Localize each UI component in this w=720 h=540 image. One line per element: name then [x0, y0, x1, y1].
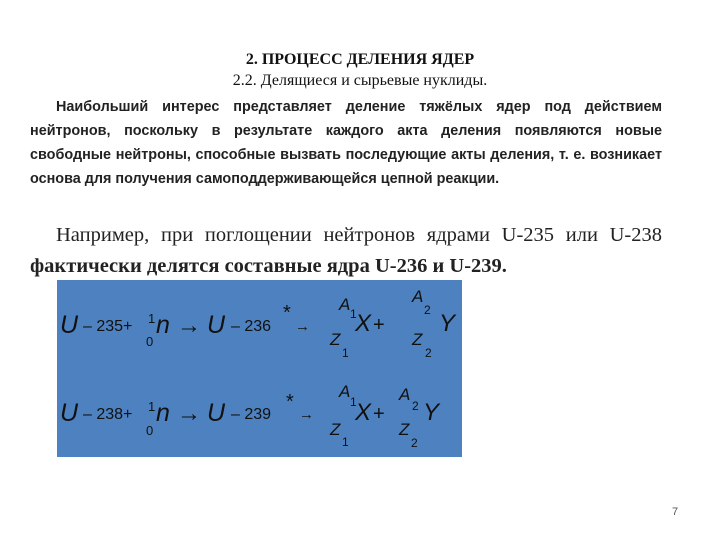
r1-target-mass: – 235+ [83, 318, 133, 335]
r1-fragment2-mass-index: 2 [424, 303, 431, 317]
r2-fragment1-charge: Z [330, 420, 341, 439]
reaction-1 [60, 287, 457, 360]
r1-fragment1-mass-index: 1 [350, 307, 357, 321]
r2-plus: + [373, 403, 385, 425]
r1-plus: + [373, 314, 385, 336]
r2-fragment2-charge: Z [399, 420, 410, 439]
r2-fragment1-charge-index: 1 [342, 435, 349, 449]
paragraph-example-plain: Например, при поглощении нейтронов ядрами U-235 или U-238 [56, 224, 662, 246]
paragraph-interest: Наибольший интерес представляет деление тяжёлых ядер под действием нейтронов, поскольку в результате каждого акта деления появляются новые свободные нейтроны, способные вызвать последующие акты деления, т. е. возникает основа для получения самоподдерживающейся цепной реакции. [30, 99, 662, 187]
r1-fragment1-symbol: X [355, 310, 372, 337]
paragraph-example-bold: фактически делятся составные ядра U-236 и U-239. [30, 255, 507, 277]
r1-compound-mass: – 236 [231, 318, 272, 335]
r1-neutron-mass: 1 [148, 311, 156, 326]
r2-neutron-charge: 0 [146, 423, 154, 438]
r2-neutron-mass: 1 [148, 399, 156, 414]
r2-decay-arrow: → [299, 406, 314, 423]
formula-svg [57, 280, 462, 457]
slide-title: 2. ПРОЦЕСС ДЕЛЕНИЯ ЯДЕР [245, 51, 475, 68]
r1-fragment2-mass: A [412, 287, 424, 306]
page-number: 7 [671, 506, 679, 518]
r1-neutron-charge: 0 [146, 334, 154, 349]
r1-reaction-arrow: → [177, 312, 201, 339]
reaction-2 [60, 382, 441, 450]
r2-reaction-arrow: → [177, 400, 201, 427]
r1-decay-arrow: → [295, 318, 310, 335]
r2-uranium-symbol: U [60, 399, 79, 427]
r2-fragment2-symbol: Y [423, 399, 440, 426]
r2-compound-uranium-symbol: U [207, 399, 226, 427]
r1-fragment1-charge-index: 1 [342, 346, 349, 360]
paragraph-example [30, 220, 662, 282]
r1-fragment1-charge: Z [330, 330, 341, 349]
r2-excited-star: * [286, 391, 294, 413]
r2-fragment1-symbol: X [355, 399, 372, 426]
r2-fragment1-mass-index: 1 [350, 395, 357, 409]
r2-compound-mass: – 239 [231, 406, 272, 423]
r2-fragment2-mass: A [399, 385, 411, 404]
r2-fragment2-charge-index: 2 [411, 436, 418, 450]
r2-target-mass: – 238+ [83, 406, 133, 423]
formula-box [57, 280, 462, 457]
slide-subtitle: 2.2. Делящиеся и сырьевые нуклиды. [232, 72, 488, 89]
r1-neutron-symbol: n [156, 311, 170, 339]
r1-excited-star: * [283, 302, 291, 324]
r1-fragment2-symbol: Y [439, 310, 456, 337]
r1-fragment2-charge: Z [412, 330, 423, 349]
r1-fragment1-mass: A [339, 295, 351, 314]
r2-fragment1-mass: A [339, 382, 351, 401]
r1-fragment2-charge-index: 2 [425, 346, 432, 360]
r2-neutron-symbol: n [156, 399, 170, 427]
r2-fragment2-mass-index: 2 [412, 399, 419, 413]
r1-uranium-symbol: U [60, 311, 79, 339]
r1-compound-uranium-symbol: U [207, 311, 226, 339]
